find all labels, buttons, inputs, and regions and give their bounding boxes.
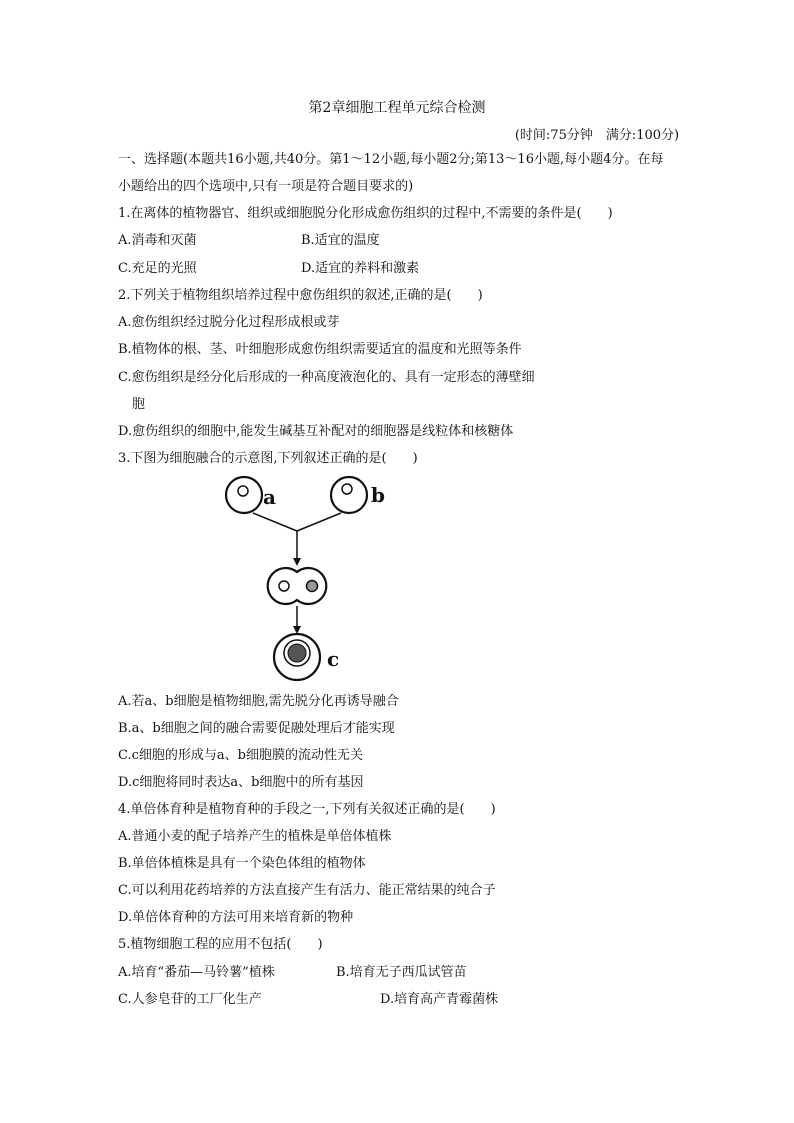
q3-option-a: A.若a、b细胞是植物细胞,需先脱分化再诱导融合 bbox=[118, 694, 399, 709]
q1-option-b: B.适宜的温度 bbox=[301, 233, 380, 248]
line-from-b bbox=[297, 513, 341, 531]
q5-stem: 5.植物细胞工程的应用不包括( ) bbox=[118, 937, 323, 952]
cell-a-nucleus bbox=[238, 486, 248, 496]
q5-option-b: B.培育无子西瓜试管苗 bbox=[336, 965, 467, 980]
cell-c-nucleus bbox=[288, 644, 306, 662]
label-cell-b: b bbox=[371, 483, 385, 507]
q5-option-a: A.培育“番茄—马铃薯”植株 bbox=[118, 965, 275, 980]
q2-stem: 2.下列关于植物组织培养过程中愈伤组织的叙述,正确的是( ) bbox=[118, 288, 483, 303]
cell-b-membrane bbox=[331, 477, 367, 513]
q1-option-d: D.适宜的养料和激素 bbox=[301, 261, 420, 276]
q2-option-b: B.植物体的根、茎、叶细胞形成愈伤组织需要适宜的温度和光照等条件 bbox=[118, 342, 522, 357]
q5-option-c: C.人参皂苷的工厂化生产 bbox=[118, 992, 262, 1007]
arrow-1-head bbox=[293, 558, 301, 566]
section-header-line-2: 小题给出的四个选项中,只有一项是符合题目要求的) bbox=[118, 179, 414, 194]
cell-fusion-diagram bbox=[210, 470, 390, 690]
q4-stem: 4.单倍体育种是植物育种的手段之一,下列有关叙述正确的是( ) bbox=[118, 802, 496, 817]
q1-option-a: A.消毒和灭菌 bbox=[118, 233, 197, 248]
line-from-a bbox=[253, 513, 297, 531]
q5-option-d: D.培育高产青霉菌株 bbox=[380, 992, 499, 1007]
page-title: 第2章细胞工程单元综合检测 bbox=[308, 100, 486, 116]
q2-option-c-line-2: 胞 bbox=[132, 397, 146, 412]
fusing-nucleus-left bbox=[279, 581, 289, 591]
q4-option-d: D.单倍体育种的方法可用来培育新的物种 bbox=[118, 910, 354, 925]
q1-stem: 1.在离体的植物器官、组织或细胞脱分化形成愈伤组织的过程中,不需要的条件是( ) bbox=[118, 206, 613, 221]
q1-option-c: C.充足的光照 bbox=[118, 261, 197, 276]
q2-option-c-line-1: C.愈伤组织是经分化后形成的一种高度液泡化的、具有一定形态的薄壁细 bbox=[118, 370, 535, 385]
section-header-line-1: 一、选择题(本题共16小题,共40分。第1～12小题,每小题2分;第13～16小题,每小题4分。在每 bbox=[118, 152, 664, 167]
q3-option-c: C.c细胞的形成与a、b细胞膜的流动性无关 bbox=[118, 748, 363, 763]
q2-option-a: A.愈伤组织经过脱分化过程形成根或芽 bbox=[118, 315, 340, 330]
cell-b-nucleus bbox=[342, 484, 352, 494]
q3-option-b: B.a、b细胞之间的融合需要促融处理后才能实现 bbox=[118, 721, 395, 736]
q4-option-c: C.可以利用花药培养的方法直接产生有活力、能正常结果的纯合子 bbox=[118, 883, 496, 898]
q3-option-d: D.c细胞将同时表达a、b细胞中的所有基因 bbox=[118, 775, 364, 790]
q4-option-b: B.单倍体植株是具有一个染色体组的植物体 bbox=[118, 856, 366, 871]
label-cell-c: c bbox=[327, 647, 340, 671]
page-subtitle: (时间:75分钟 满分:100分) bbox=[514, 128, 680, 143]
fusing-nucleus-right bbox=[307, 581, 318, 592]
q4-option-a: A.普通小麦的配子培养产生的植株是单倍体植株 bbox=[118, 829, 392, 844]
arrow-2-head bbox=[293, 626, 301, 634]
q3-stem: 3.下图为细胞融合的示意图,下列叙述正确的是( ) bbox=[118, 451, 418, 466]
q2-option-d: D.愈伤组织的细胞中,能发生碱基互补配对的细胞器是线粒体和核糖体 bbox=[118, 424, 514, 439]
label-cell-a: a bbox=[263, 485, 276, 509]
